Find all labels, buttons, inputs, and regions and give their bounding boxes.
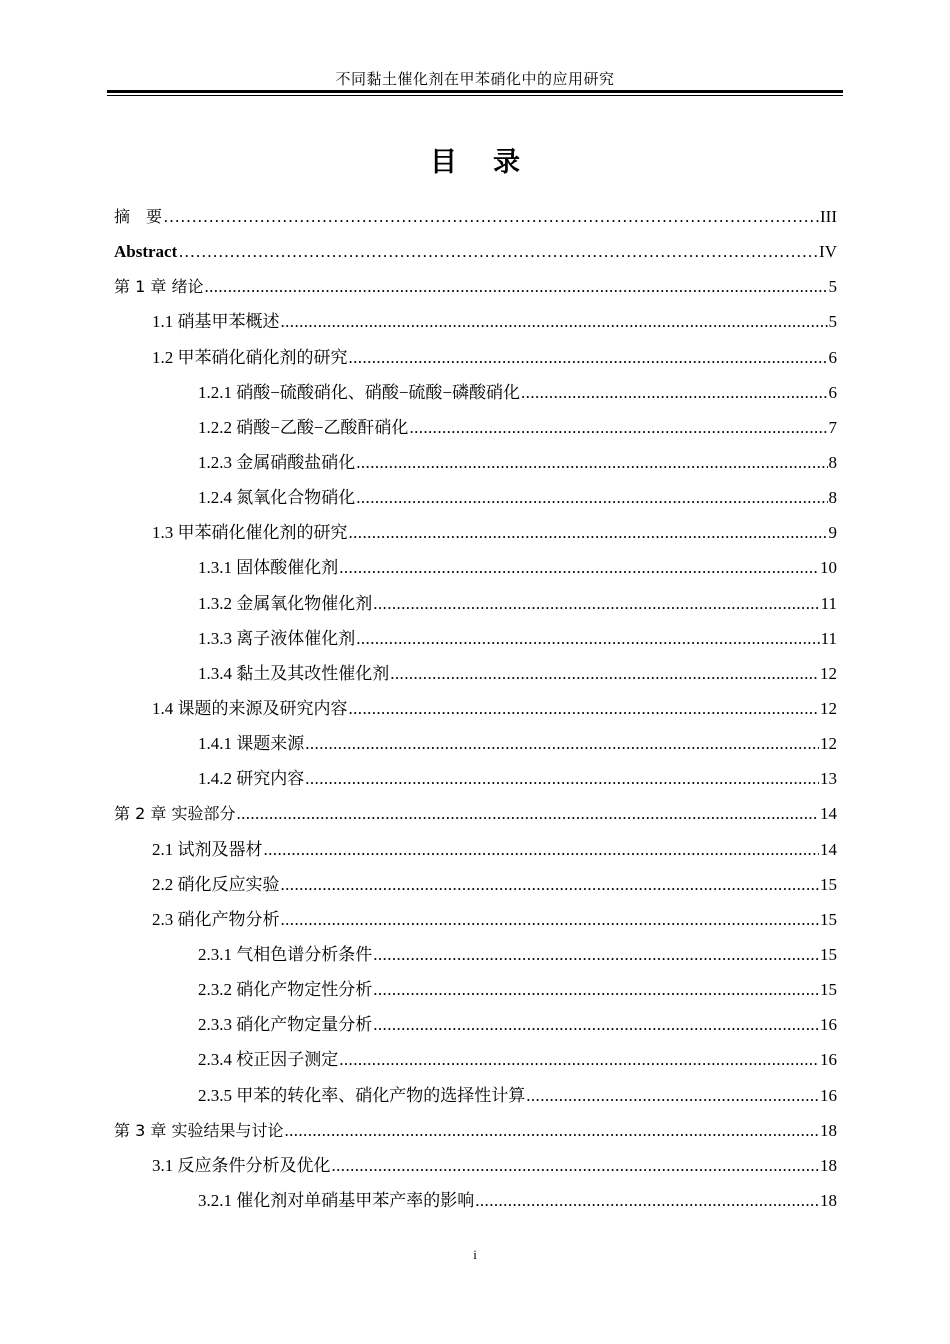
toc-leader-dots xyxy=(526,1078,819,1113)
toc-leader-dots xyxy=(284,1113,819,1148)
toc-entry-label: 第 2 章 实验部分 xyxy=(114,804,236,824)
toc-entry-label: 1.1 硝基甲苯概述 xyxy=(152,312,280,332)
toc-leader-dots xyxy=(349,515,828,550)
toc-entry-label: 3.1 反应条件分析及优化 xyxy=(152,1155,331,1175)
toc-entry[interactable] xyxy=(114,726,837,761)
toc-entry[interactable] xyxy=(114,796,837,831)
toc-entry[interactable] xyxy=(114,691,837,726)
toc-leader-dots xyxy=(236,796,819,831)
toc-entry[interactable] xyxy=(114,234,837,269)
toc-entry[interactable] xyxy=(114,761,837,796)
toc-leader-dots xyxy=(409,410,827,445)
toc-leader-dots xyxy=(281,867,820,902)
toc-entry-label: 第 3 章 实验结果与讨论 xyxy=(114,1120,284,1140)
toc-leader-dots xyxy=(373,972,819,1007)
toc-entry[interactable] xyxy=(114,1183,837,1218)
toc-entry[interactable] xyxy=(114,937,837,972)
toc-entry-page: 12 xyxy=(820,698,837,718)
toc-entry[interactable] xyxy=(114,445,837,480)
toc-entry-label: 1.4.2 研究内容 xyxy=(198,769,305,789)
toc-leader-dots xyxy=(305,726,819,761)
header-rule-thick xyxy=(107,90,843,93)
toc-leader-dots xyxy=(349,691,820,726)
toc-entry-page: 16 xyxy=(820,1015,837,1035)
toc-entry-label: 1.2.3 金属硝酸盐硝化 xyxy=(198,452,356,472)
toc-entry-label: 2.3.5 甲苯的转化率、硝化产物的选择性计算 xyxy=(198,1085,526,1105)
toc-entry-label: 1.3.4 黏土及其改性催化剂 xyxy=(198,663,390,683)
toc-entry-label: 3.2.1 催化剂对单硝基甲苯产率的影响 xyxy=(198,1190,475,1210)
table-of-contents xyxy=(114,199,837,1218)
toc-leader-dots xyxy=(356,445,827,480)
toc-entry[interactable] xyxy=(114,1113,837,1148)
toc-leader-dots xyxy=(281,304,828,339)
toc-entry-label: 1.3.2 金属氧化物催化剂 xyxy=(198,593,373,613)
toc-entry[interactable] xyxy=(114,550,837,585)
toc-leader-dots xyxy=(373,937,819,972)
toc-leader-dots xyxy=(332,1148,820,1183)
toc-entry-page: 18 xyxy=(820,1120,837,1140)
toc-entry-page: 16 xyxy=(820,1085,837,1105)
toc-entry[interactable] xyxy=(114,304,837,339)
toc-entry[interactable] xyxy=(114,902,837,937)
toc-leader-dots xyxy=(356,621,819,656)
toc-leader-dots xyxy=(373,586,819,621)
toc-leader-dots xyxy=(339,1042,819,1077)
toc-leader-dots xyxy=(356,480,827,515)
toc-entry-page: 15 xyxy=(820,874,837,894)
toc-entry-page: III xyxy=(820,207,837,226)
toc-entry-page: 15 xyxy=(820,909,837,929)
toc-entry-label: 1.2.4 氮氧化合物硝化 xyxy=(198,488,356,508)
toc-entry[interactable] xyxy=(114,832,837,867)
toc-entry-label: 1.4.1 课题来源 xyxy=(198,734,305,754)
toc-entry[interactable] xyxy=(114,1007,837,1042)
toc-entry[interactable] xyxy=(114,480,837,515)
toc-entry-page: 8 xyxy=(828,452,837,472)
toc-entry[interactable] xyxy=(114,515,837,550)
toc-leader-dots xyxy=(178,234,818,269)
toc-leader-dots xyxy=(281,902,820,937)
toc-entry-page: 11 xyxy=(820,628,837,648)
toc-leader-dots xyxy=(521,375,827,410)
toc-entry-label: 1.2 甲苯硝化硝化剂的研究 xyxy=(152,347,348,367)
toc-entry-page: 5 xyxy=(828,312,837,332)
toc-leader-dots xyxy=(390,656,819,691)
toc-leader-dots xyxy=(475,1183,819,1218)
toc-entry[interactable] xyxy=(114,972,837,1007)
toc-entry-page: 14 xyxy=(820,839,837,859)
toc-leader-dots xyxy=(373,1007,819,1042)
toc-entry[interactable] xyxy=(114,1042,837,1077)
toc-entry-label: 1.4 课题的来源及研究内容 xyxy=(152,698,348,718)
toc-entry-label: 1.2.2 硝酸−乙酸−乙酸酐硝化 xyxy=(198,417,409,437)
toc-entry-label: 1.3.1 固体酸催化剂 xyxy=(198,558,339,578)
toc-entry[interactable] xyxy=(114,340,837,375)
toc-entry-label: 2.3.4 校正因子测定 xyxy=(198,1050,339,1070)
toc-entry[interactable] xyxy=(114,1078,837,1113)
toc-entry-label: Abstract xyxy=(114,242,178,262)
toc-entry-label: 1.2.1 硝酸−硫酸硝化、硝酸−硫酸−磷酸硝化 xyxy=(198,382,521,402)
running-header: 不同黏土催化剂在甲苯硝化中的应用研究 xyxy=(335,72,615,88)
toc-leader-dots xyxy=(349,340,828,375)
toc-entry-label: 2.1 试剂及器材 xyxy=(152,839,263,859)
toc-entry[interactable] xyxy=(114,199,837,234)
toc-entry-page: 5 xyxy=(828,277,837,297)
toc-entry-page: 9 xyxy=(828,523,837,543)
toc-entry-page: 16 xyxy=(820,1050,837,1070)
toc-leader-dots xyxy=(264,832,820,867)
toc-leader-dots xyxy=(305,761,819,796)
toc-entry-page: 6 xyxy=(828,347,837,367)
toc-entry-label: 2.3 硝化产物分析 xyxy=(152,909,280,929)
header-rule-thin xyxy=(107,95,843,96)
toc-entry[interactable] xyxy=(114,375,837,410)
toc-entry[interactable] xyxy=(114,867,837,902)
toc-entry-page: 10 xyxy=(820,558,837,578)
toc-entry-page: 12 xyxy=(820,663,837,683)
toc-entry-page: 15 xyxy=(820,944,837,964)
toc-entry-label: 2.2 硝化反应实验 xyxy=(152,874,280,894)
toc-leader-dots xyxy=(163,199,819,234)
toc-entry[interactable] xyxy=(114,656,837,691)
toc-entry-page: 12 xyxy=(820,734,837,754)
toc-entry[interactable] xyxy=(114,621,837,656)
toc-entry[interactable] xyxy=(114,1148,837,1183)
toc-entry[interactable] xyxy=(114,586,837,621)
toc-entry-page: 11 xyxy=(820,593,837,613)
toc-entry-page: 15 xyxy=(820,980,837,1000)
toc-entry-label: 2.3.3 硝化产物定量分析 xyxy=(198,1015,373,1035)
toc-entry-page: 18 xyxy=(820,1155,837,1175)
page-number: i xyxy=(473,1247,477,1262)
toc-entry-page: 14 xyxy=(820,804,837,824)
toc-entry-page: 18 xyxy=(820,1190,837,1210)
toc-title: 目录 xyxy=(430,147,556,178)
toc-entry-page: 8 xyxy=(828,488,837,508)
toc-entry[interactable] xyxy=(114,410,837,445)
toc-leader-dots xyxy=(339,550,819,585)
toc-entry[interactable] xyxy=(114,269,837,304)
toc-entry-label: 摘 要 xyxy=(114,207,163,226)
toc-entry-page: 13 xyxy=(820,769,837,789)
toc-entry-page: IV xyxy=(819,242,837,262)
toc-leader-dots xyxy=(204,269,827,304)
toc-entry-label: 1.3 甲苯硝化催化剂的研究 xyxy=(152,523,348,543)
toc-entry-label: 2.3.2 硝化产物定性分析 xyxy=(198,980,373,1000)
toc-entry-label: 1.3.3 离子液体催化剂 xyxy=(198,628,356,648)
toc-entry-page: 7 xyxy=(828,417,837,437)
toc-entry-label: 2.3.1 气相色谱分析条件 xyxy=(198,944,373,964)
toc-entry-page: 6 xyxy=(828,382,837,402)
toc-entry-label: 第 1 章 绪论 xyxy=(114,277,204,297)
